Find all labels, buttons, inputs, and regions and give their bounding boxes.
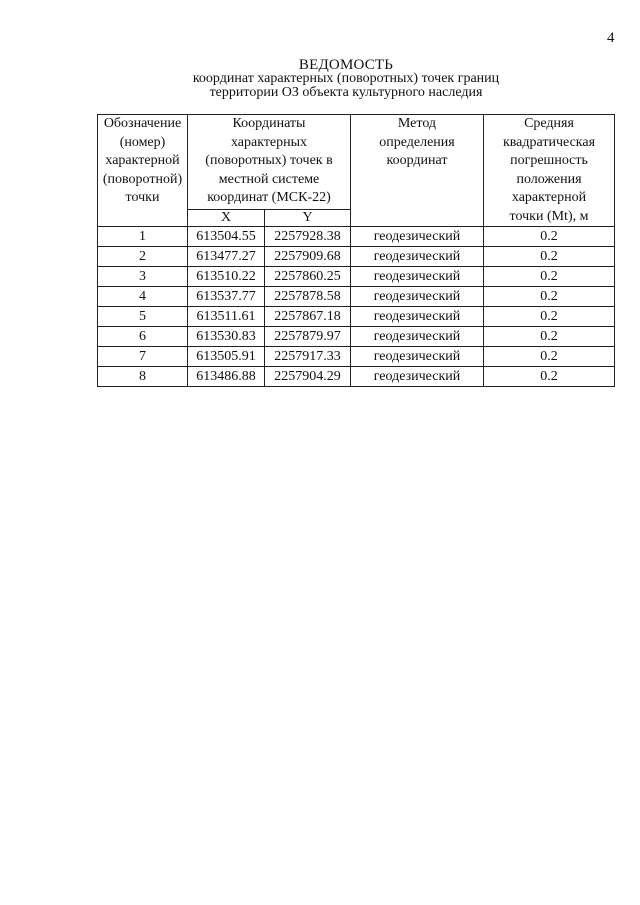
coordinates-table <box>97 114 615 387</box>
header-designation: Обозначение (номер) характерной (поворотной) точки <box>98 115 188 227</box>
cell-method: геодезический <box>351 327 484 347</box>
cell-mt: 0.2 <box>484 307 615 327</box>
page-number: 4 <box>607 30 615 46</box>
table-row <box>98 287 615 307</box>
cell-mt: 0.2 <box>484 227 615 247</box>
cell-y: 2257909.68 <box>265 247 351 267</box>
header-y: Y <box>265 210 351 227</box>
cell-method: геодезический <box>351 307 484 327</box>
cell-point: 5 <box>98 307 188 327</box>
cell-x: 613537.77 <box>188 287 265 307</box>
cell-y: 2257860.25 <box>265 267 351 287</box>
cell-method: геодезический <box>351 247 484 267</box>
header-accuracy: Средняя квадратическая погрешность положения характерной точки (Mt), м <box>484 115 615 227</box>
table-header-row <box>98 115 615 210</box>
cell-x: 613505.91 <box>188 347 265 367</box>
cell-point: 8 <box>98 367 188 387</box>
header-coordinates: Координаты характерных (поворотных) точек в местной системе координат (МСК-22) <box>188 115 351 210</box>
cell-mt: 0.2 <box>484 247 615 267</box>
cell-mt: 0.2 <box>484 367 615 387</box>
cell-mt: 0.2 <box>484 287 615 307</box>
title-heading: ВЕДОМОСТЬ <box>298 57 394 73</box>
cell-x: 613486.88 <box>188 367 265 387</box>
cell-y: 2257917.33 <box>265 347 351 367</box>
document-title <box>0 58 640 100</box>
cell-point: 6 <box>98 327 188 347</box>
cell-y: 2257904.29 <box>265 367 351 387</box>
cell-point: 7 <box>98 347 188 367</box>
table-body <box>98 227 615 387</box>
cell-x: 613477.27 <box>188 247 265 267</box>
cell-x: 613511.61 <box>188 307 265 327</box>
cell-point: 4 <box>98 287 188 307</box>
table-row <box>98 347 615 367</box>
cell-y: 2257928.38 <box>265 227 351 247</box>
table-row <box>98 327 615 347</box>
title-subtitle-line-1: координат характерных (поворотных) точек границ <box>192 71 500 86</box>
cell-point: 1 <box>98 227 188 247</box>
cell-x: 613504.55 <box>188 227 265 247</box>
cell-point: 3 <box>98 267 188 287</box>
table-row <box>98 227 615 247</box>
cell-method: геодезический <box>351 367 484 387</box>
cell-method: геодезический <box>351 227 484 247</box>
cell-x: 613530.83 <box>188 327 265 347</box>
cell-y: 2257878.58 <box>265 287 351 307</box>
cell-x: 613510.22 <box>188 267 265 287</box>
title-subtitle-line-2: территории ОЗ объекта культурного наследия <box>209 85 483 100</box>
cell-point: 2 <box>98 247 188 267</box>
header-method: Метод определения координат <box>351 115 484 227</box>
cell-mt: 0.2 <box>484 327 615 347</box>
table-row <box>98 367 615 387</box>
cell-method: геодезический <box>351 347 484 367</box>
table-row <box>98 267 615 287</box>
cell-method: геодезический <box>351 267 484 287</box>
table-row <box>98 247 615 267</box>
table-row <box>98 307 615 327</box>
cell-method: геодезический <box>351 287 484 307</box>
header-x: X <box>188 210 265 227</box>
cell-y: 2257879.97 <box>265 327 351 347</box>
cell-mt: 0.2 <box>484 267 615 287</box>
cell-mt: 0.2 <box>484 347 615 367</box>
cell-y: 2257867.18 <box>265 307 351 327</box>
